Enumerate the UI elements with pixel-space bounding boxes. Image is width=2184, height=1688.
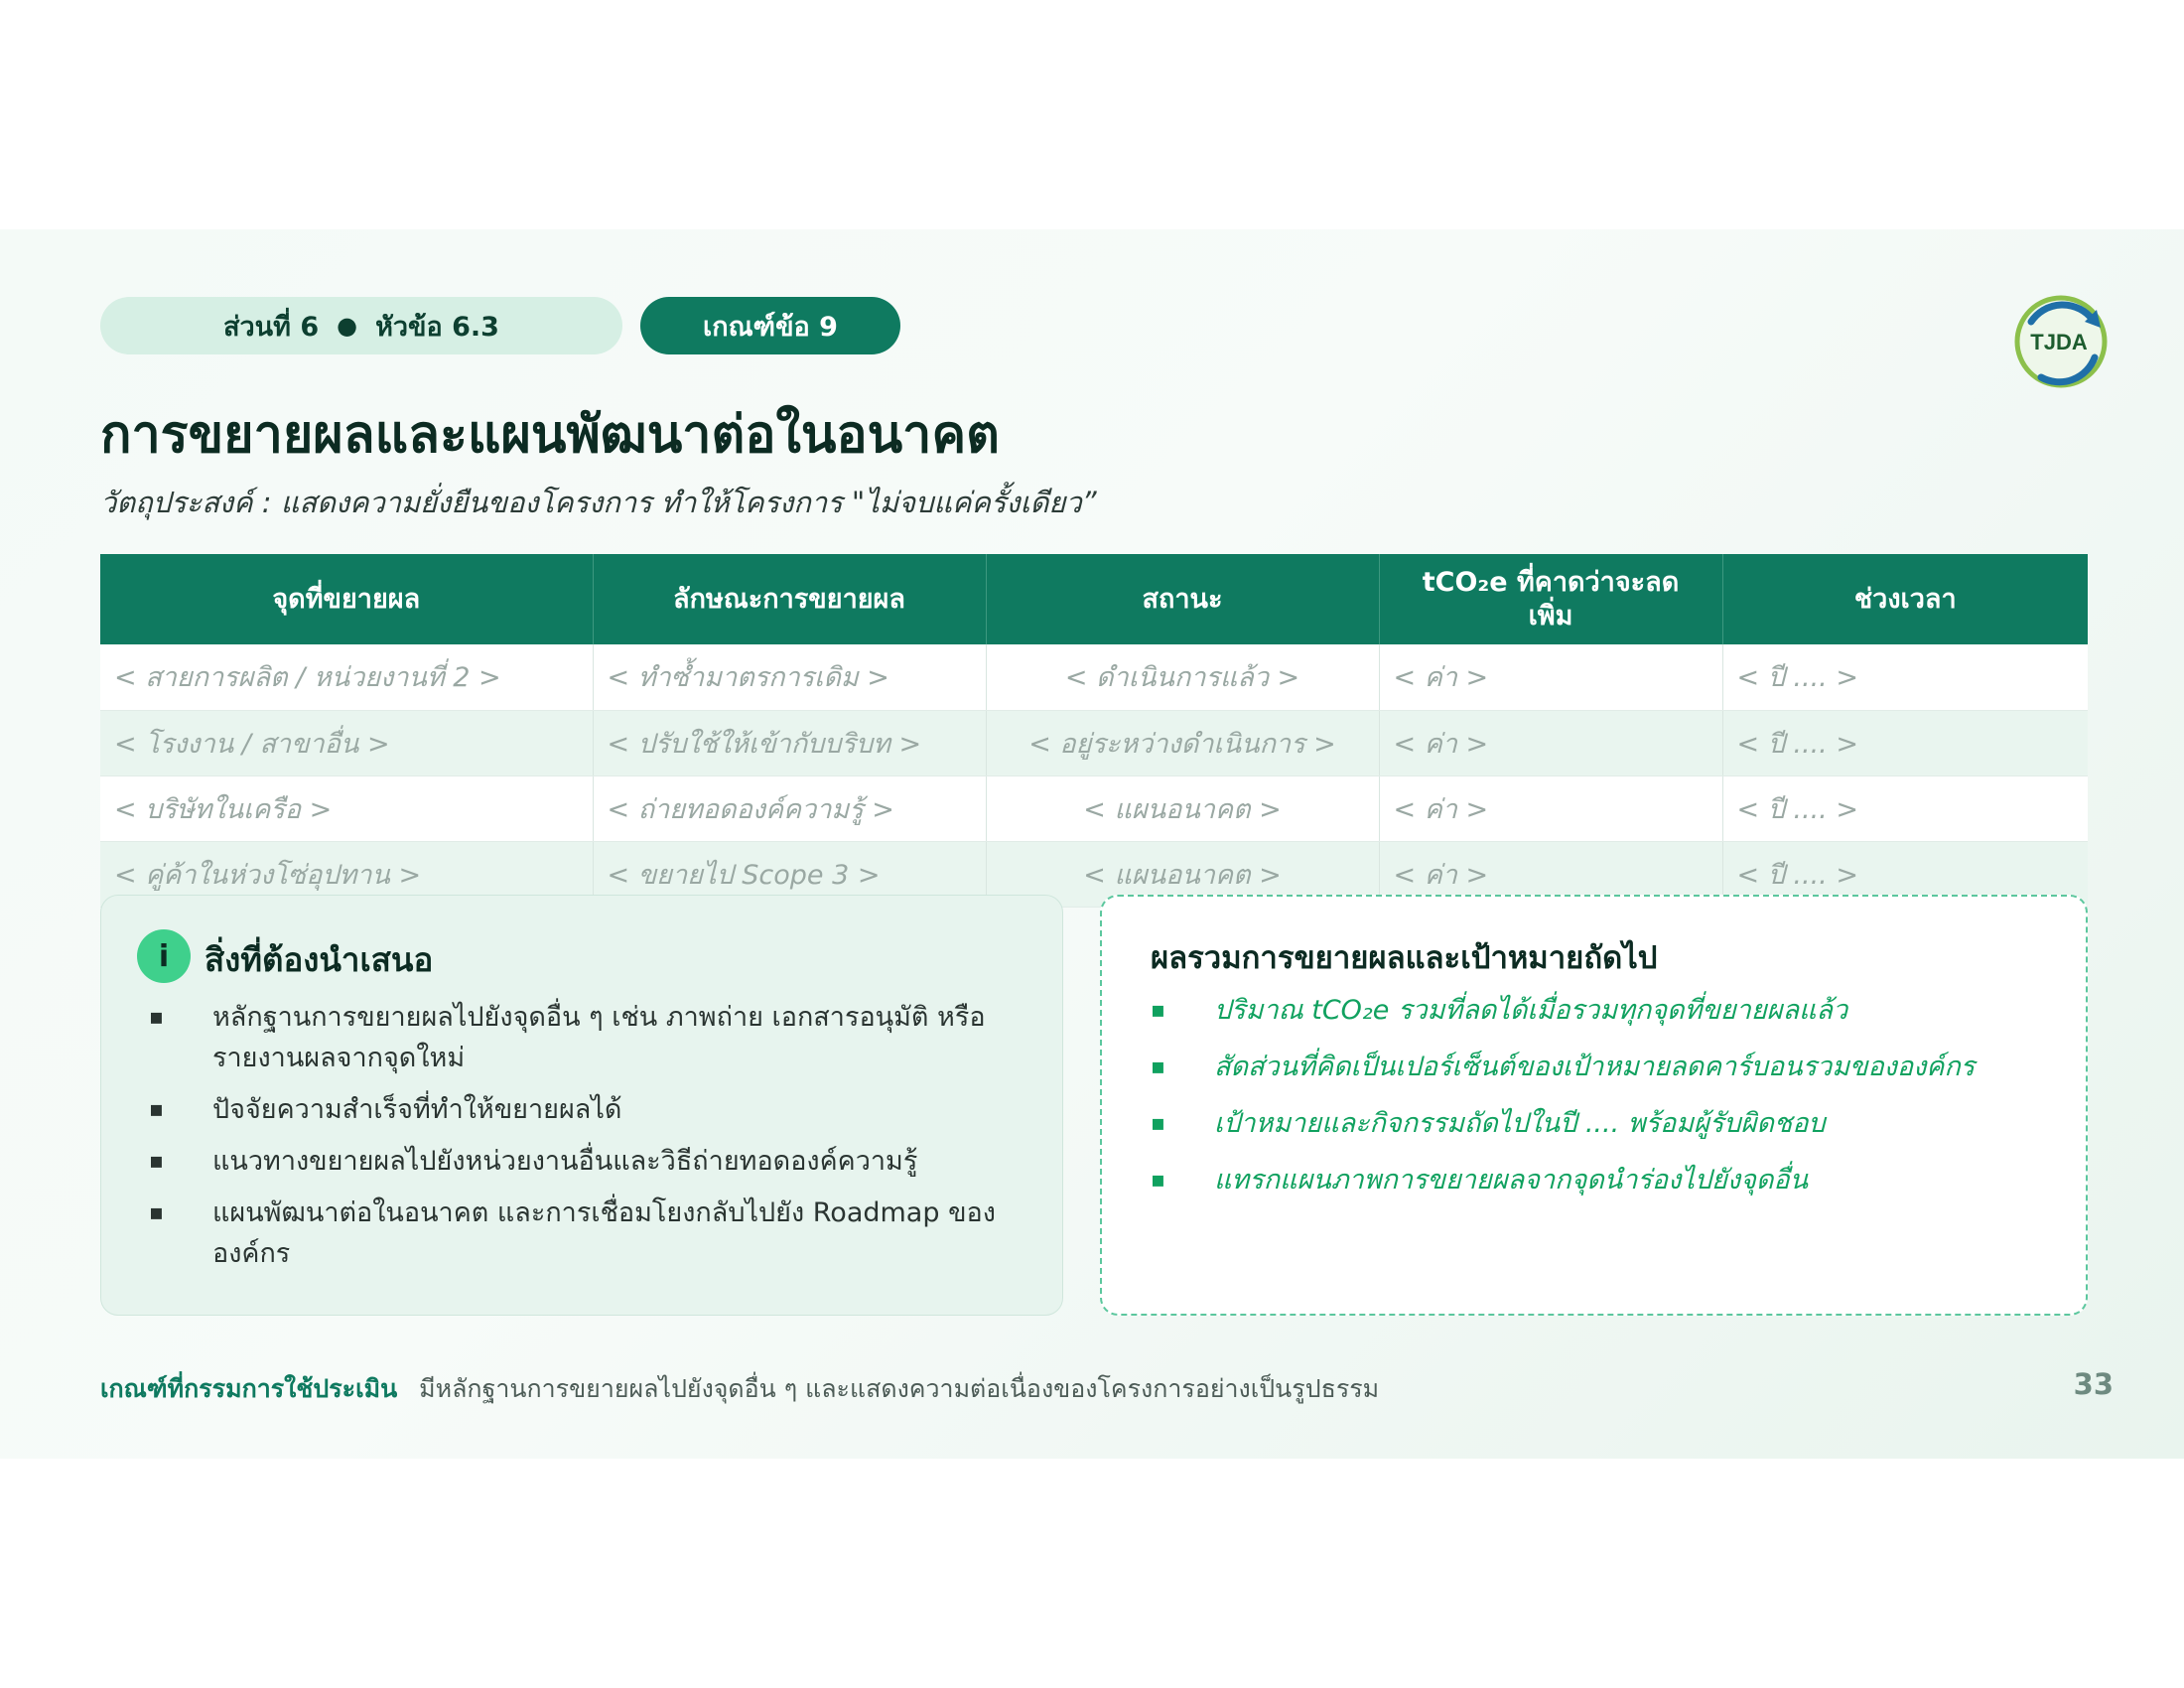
footer-text: มีหลักฐานการขยายผลไปยังจุดอื่น ๆ และแสดงความต่อเนื่องของโครงการอย่างเป็นรูปธรรม [419, 1374, 1380, 1403]
bullet-icon: ▪ [1151, 1055, 1165, 1079]
evaluation-footer [100, 1369, 1379, 1409]
column-header: สถานะ [986, 554, 1379, 644]
footer-label: เกณฑ์ที่กรรมการใช้ประเมิน [100, 1374, 398, 1403]
list-item [1151, 1162, 2074, 1199]
table-row [100, 710, 2088, 775]
table-cell: < อยู่ระหว่างดำเนินการ > [986, 710, 1379, 775]
page-number: 33 [2073, 1367, 2114, 1401]
table-cell: < คู่ค้าในห่วงโซ่อุปทาน > [100, 841, 593, 907]
info-icon: i [137, 929, 191, 983]
summary-list [1151, 992, 2074, 1218]
bullet-icon: ▪ [1151, 1168, 1165, 1193]
page-title: การขยายผลและแผนพัฒนาต่อในอนาคต [100, 405, 1000, 465]
what-to-present-card [100, 895, 1063, 1316]
logo-text: TJDA [2030, 330, 2088, 354]
separator-dot-icon: ● [337, 312, 358, 340]
table-header-row [100, 554, 2088, 644]
column-header: จุดที่ขยายผล [100, 554, 593, 644]
bullet-icon: ▪ [1151, 1111, 1165, 1136]
list-item-text: เป้าหมายและกิจกรรมถัดไปในปี .... พร้อมผู้รับผิดชอบ [1214, 1108, 1826, 1139]
table-cell: < ค่า > [1379, 775, 1722, 841]
bullet-icon: ▪ [149, 1200, 164, 1225]
table-cell: < ขยายไป Scope 3 > [593, 841, 986, 907]
list-item [149, 997, 1023, 1078]
list-item-text: หลักฐานการขยายผลไปยังจุดอื่น ๆ เช่น ภาพถ่าย เอกสารอนุมัติ หรือรายงานผลจากจุดใหม่ [212, 1002, 986, 1073]
present-list [149, 997, 1023, 1285]
bullet-icon: ▪ [149, 1005, 164, 1030]
section-pill [100, 297, 622, 354]
list-item-text: ปัจจัยความสำเร็จที่ทำให้ขยายผลได้ [212, 1094, 622, 1125]
list-item-text: แนวทางขยายผลไปยังหน่วยงานอื่นและวิธีถ่ายทอดองค์ความรู้ [212, 1146, 918, 1177]
table-cell: < ทำซ้ำมาตรการเดิม > [593, 644, 986, 710]
list-item-text: แผนพัฒนาต่อในอนาคต และการเชื่อมโยงกลับไปยัง Roadmap ขององค์กร [212, 1197, 996, 1269]
table-cell: < แผนอนาคต > [986, 775, 1379, 841]
page-subtitle: วัตถุประสงค์ : แสดงความยั่งยืนของโครงการ ทำให้โครงการ "ไม่จบแค่ครั้งเดียว” [100, 486, 1097, 519]
criteria-label: เกณฑ์ข้อ 9 [703, 311, 838, 343]
column-header: tCO₂e ที่คาดว่าจะลดเพิ่ม [1379, 554, 1722, 644]
topic-label: หัวข้อ 6.3 [375, 311, 499, 343]
column-header: ลักษณะการขยายผล [593, 554, 986, 644]
table-cell: < ค่า > [1379, 841, 1722, 907]
table-cell: < ปรับใช้ให้เข้ากับบริบท > [593, 710, 986, 775]
criteria-pill [640, 297, 900, 354]
table-cell: < ปี .... > [1722, 841, 2088, 907]
table-cell: < ปี .... > [1722, 775, 2088, 841]
table-row [100, 775, 2088, 841]
card-title: สิ่งที่ต้องนำเสนอ [205, 940, 434, 979]
table-cell: < สายการผลิต / หน่วยงานที่ 2 > [100, 644, 593, 710]
bullet-icon: ▪ [149, 1149, 164, 1174]
list-item [1151, 992, 2074, 1030]
list-item [1151, 1105, 2074, 1143]
table-cell: < ถ่ายทอดองค์ความรู้ > [593, 775, 986, 841]
table-cell: < บริษัทในเครือ > [100, 775, 593, 841]
table-row [100, 644, 2088, 710]
bullet-icon: ▪ [1151, 998, 1165, 1023]
table-cell: < แผนอนาคต > [986, 841, 1379, 907]
list-item-text: สัดส่วนที่คิดเป็นเปอร์เซ็นต์ของเป้าหมายลดคาร์บอนรวมขององค์กร [1214, 1052, 1976, 1082]
list-item [1151, 1049, 2074, 1086]
table-cell: < ค่า > [1379, 644, 1722, 710]
list-item-text: แทรกแผนภาพการขยายผลจากจุดนำร่องไปยังจุดอื่น [1214, 1165, 1809, 1196]
section-label: ส่วนที่ 6 [223, 311, 320, 343]
table-cell: < ดำเนินการแล้ว > [986, 644, 1379, 710]
expansion-table [100, 554, 2088, 908]
table-cell: < ปี .... > [1722, 644, 2088, 710]
tjda-logo [2011, 292, 2111, 391]
column-header: ช่วงเวลา [1722, 554, 2088, 644]
table-cell: < ค่า > [1379, 710, 1722, 775]
slide [0, 229, 2184, 1459]
list-item [149, 1089, 1023, 1130]
table-cell: < โรงงาน / สาขาอื่น > [100, 710, 593, 775]
list-item [149, 1141, 1023, 1182]
bullet-icon: ▪ [149, 1097, 164, 1122]
card-title: ผลรวมการขยายผลและเป้าหมายถัดไป [1151, 940, 1658, 976]
list-item-text: ปริมาณ tCO₂e รวมที่ลดได้เมื่อรวมทุกจุดที่ขยายผลแล้ว [1214, 995, 1848, 1026]
table-cell: < ปี .... > [1722, 710, 2088, 775]
list-item [149, 1193, 1023, 1274]
summary-targets-card [1100, 895, 2088, 1316]
